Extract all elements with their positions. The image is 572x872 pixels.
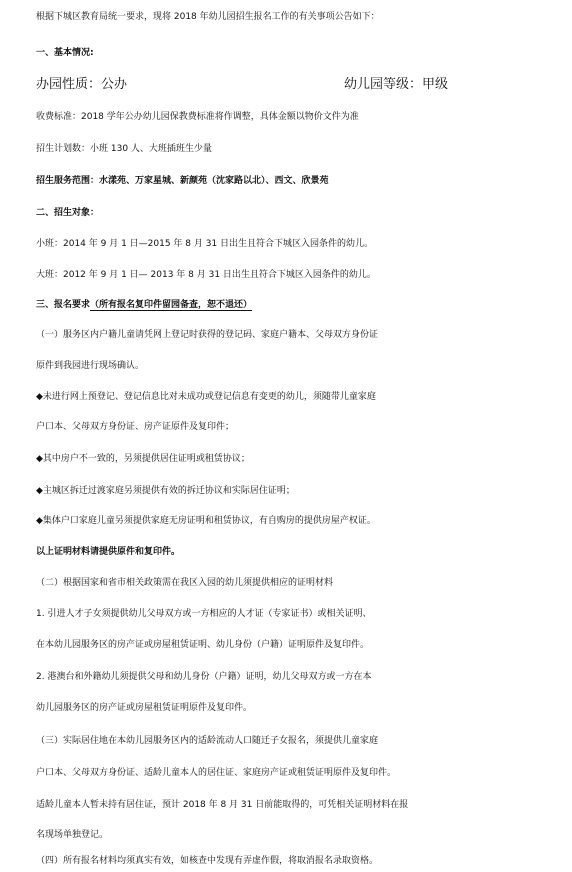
materials-note: 以上证明材料请提供原件和复印件。 (36, 547, 181, 557)
item2-line: （二）根据国家和省市相关政策需在我区入园的幼儿须提供相应的证明材料 (36, 578, 334, 588)
item1-line1: （一）服务区内户籍儿童请凭网上登记时获得的登记码、家庭户籍本、父母双方身份证 (36, 330, 379, 340)
item3-line3: 适龄儿童本人暂未持有居住证，预计 2018 年 8 月 31 日前能取得的，可凭相关证明材料在报 (36, 800, 409, 810)
bullet4: ◆集体户口家庭儿童另须提供家庭无房证明和租赁协议，有自购房的提供房屋产权证。 (36, 516, 376, 526)
item3-line4: 名现场单独登记。 (36, 830, 109, 840)
section1-heading: 一、基本情况: (36, 48, 94, 58)
section3-title: 三、报名要求 (36, 300, 91, 310)
basic-info-row (36, 76, 556, 94)
sub2-line2: 幼儿园服务区的房产证或房屋租赁证明原件及复印件。 (36, 703, 253, 713)
grade-field: 幼儿园等级：甲级 (344, 77, 449, 92)
section3-heading (36, 296, 572, 314)
section3-note: （所有报名复印件留园备查，恕不退还） (90, 300, 253, 310)
sub1-line1: 1. 引进人才子女须提供幼儿父母双方或一方相应的人才证（专家证书）或相关证明、 (36, 609, 372, 619)
small-class-line: 小班：2014 年 9 月 1 日—2015 年 8 月 31 日出生且符合下城区入园条件的幼儿。 (36, 239, 374, 249)
item1-line2: 原件到我园进行现场确认。 (36, 361, 145, 371)
nature-field: 办园性质：公办 (36, 77, 128, 92)
item3-line1: （三）实际居住地在本幼儿园服务区内的适龄流动人口随迁子女报名，须提供儿童家庭 (36, 736, 379, 746)
plan-line: 招生计划数：小班 130 人、大班插班生少量 (36, 144, 212, 154)
bullet2: ◆其中房户不一致的，另须提供居住证明或租赁协议； (36, 454, 250, 464)
bullet1-line2: 户口本、父母双方身份证、房产证原件及复印件； (36, 422, 235, 432)
service-area-line: 招生服务范围：水漾苑、万家星城、新颜苑（沈家路以北）、西文、欣景苑 (36, 176, 329, 186)
bullet1-line1: ◆未进行网上预登记、登记信息比对未成功或登记信息有变更的幼儿，须随带儿童家庭 (36, 392, 376, 402)
item4-line: （四）所有报名材料均须真实有效，如核查中发现有弄虚作假，将取消报名录取资格。 (36, 856, 379, 866)
sub1-line2: 在本幼儿园服务区的房产证或房屋租赁证明、幼儿身份（户籍）证明原件及复印件。 (36, 640, 370, 650)
big-class-line: 大班：2012 年 9 月 1 日— 2013 年 8 月 31 日出生且符合下城区入园条件的幼儿。 (36, 270, 376, 280)
fee-line: 收费标准：2018 学年公办幼儿园保教费标准将作调整，具体金额以物价文件为准 (36, 112, 359, 122)
bullet3: ◆主城区拆迁过渡家庭另须提供有效的拆迁协议和实际居住证明； (36, 486, 295, 496)
item3-line2: 户口本、父母双方身份证、适龄儿童本人的居住证、家庭房产证或租赁证明原件及复印件。 (36, 768, 397, 778)
section2-heading: 二、招生对象： (36, 208, 100, 218)
intro-paragraph: 根据下城区教育局统一要求，现将 2018 年幼儿园招生报名工作的有关事项公告如下： (36, 12, 380, 22)
sub2-line1: 2. 港澳台和外籍幼儿须提供父母和幼儿身份（户籍）证明，幼儿父母双方或一方在本 (36, 672, 372, 682)
